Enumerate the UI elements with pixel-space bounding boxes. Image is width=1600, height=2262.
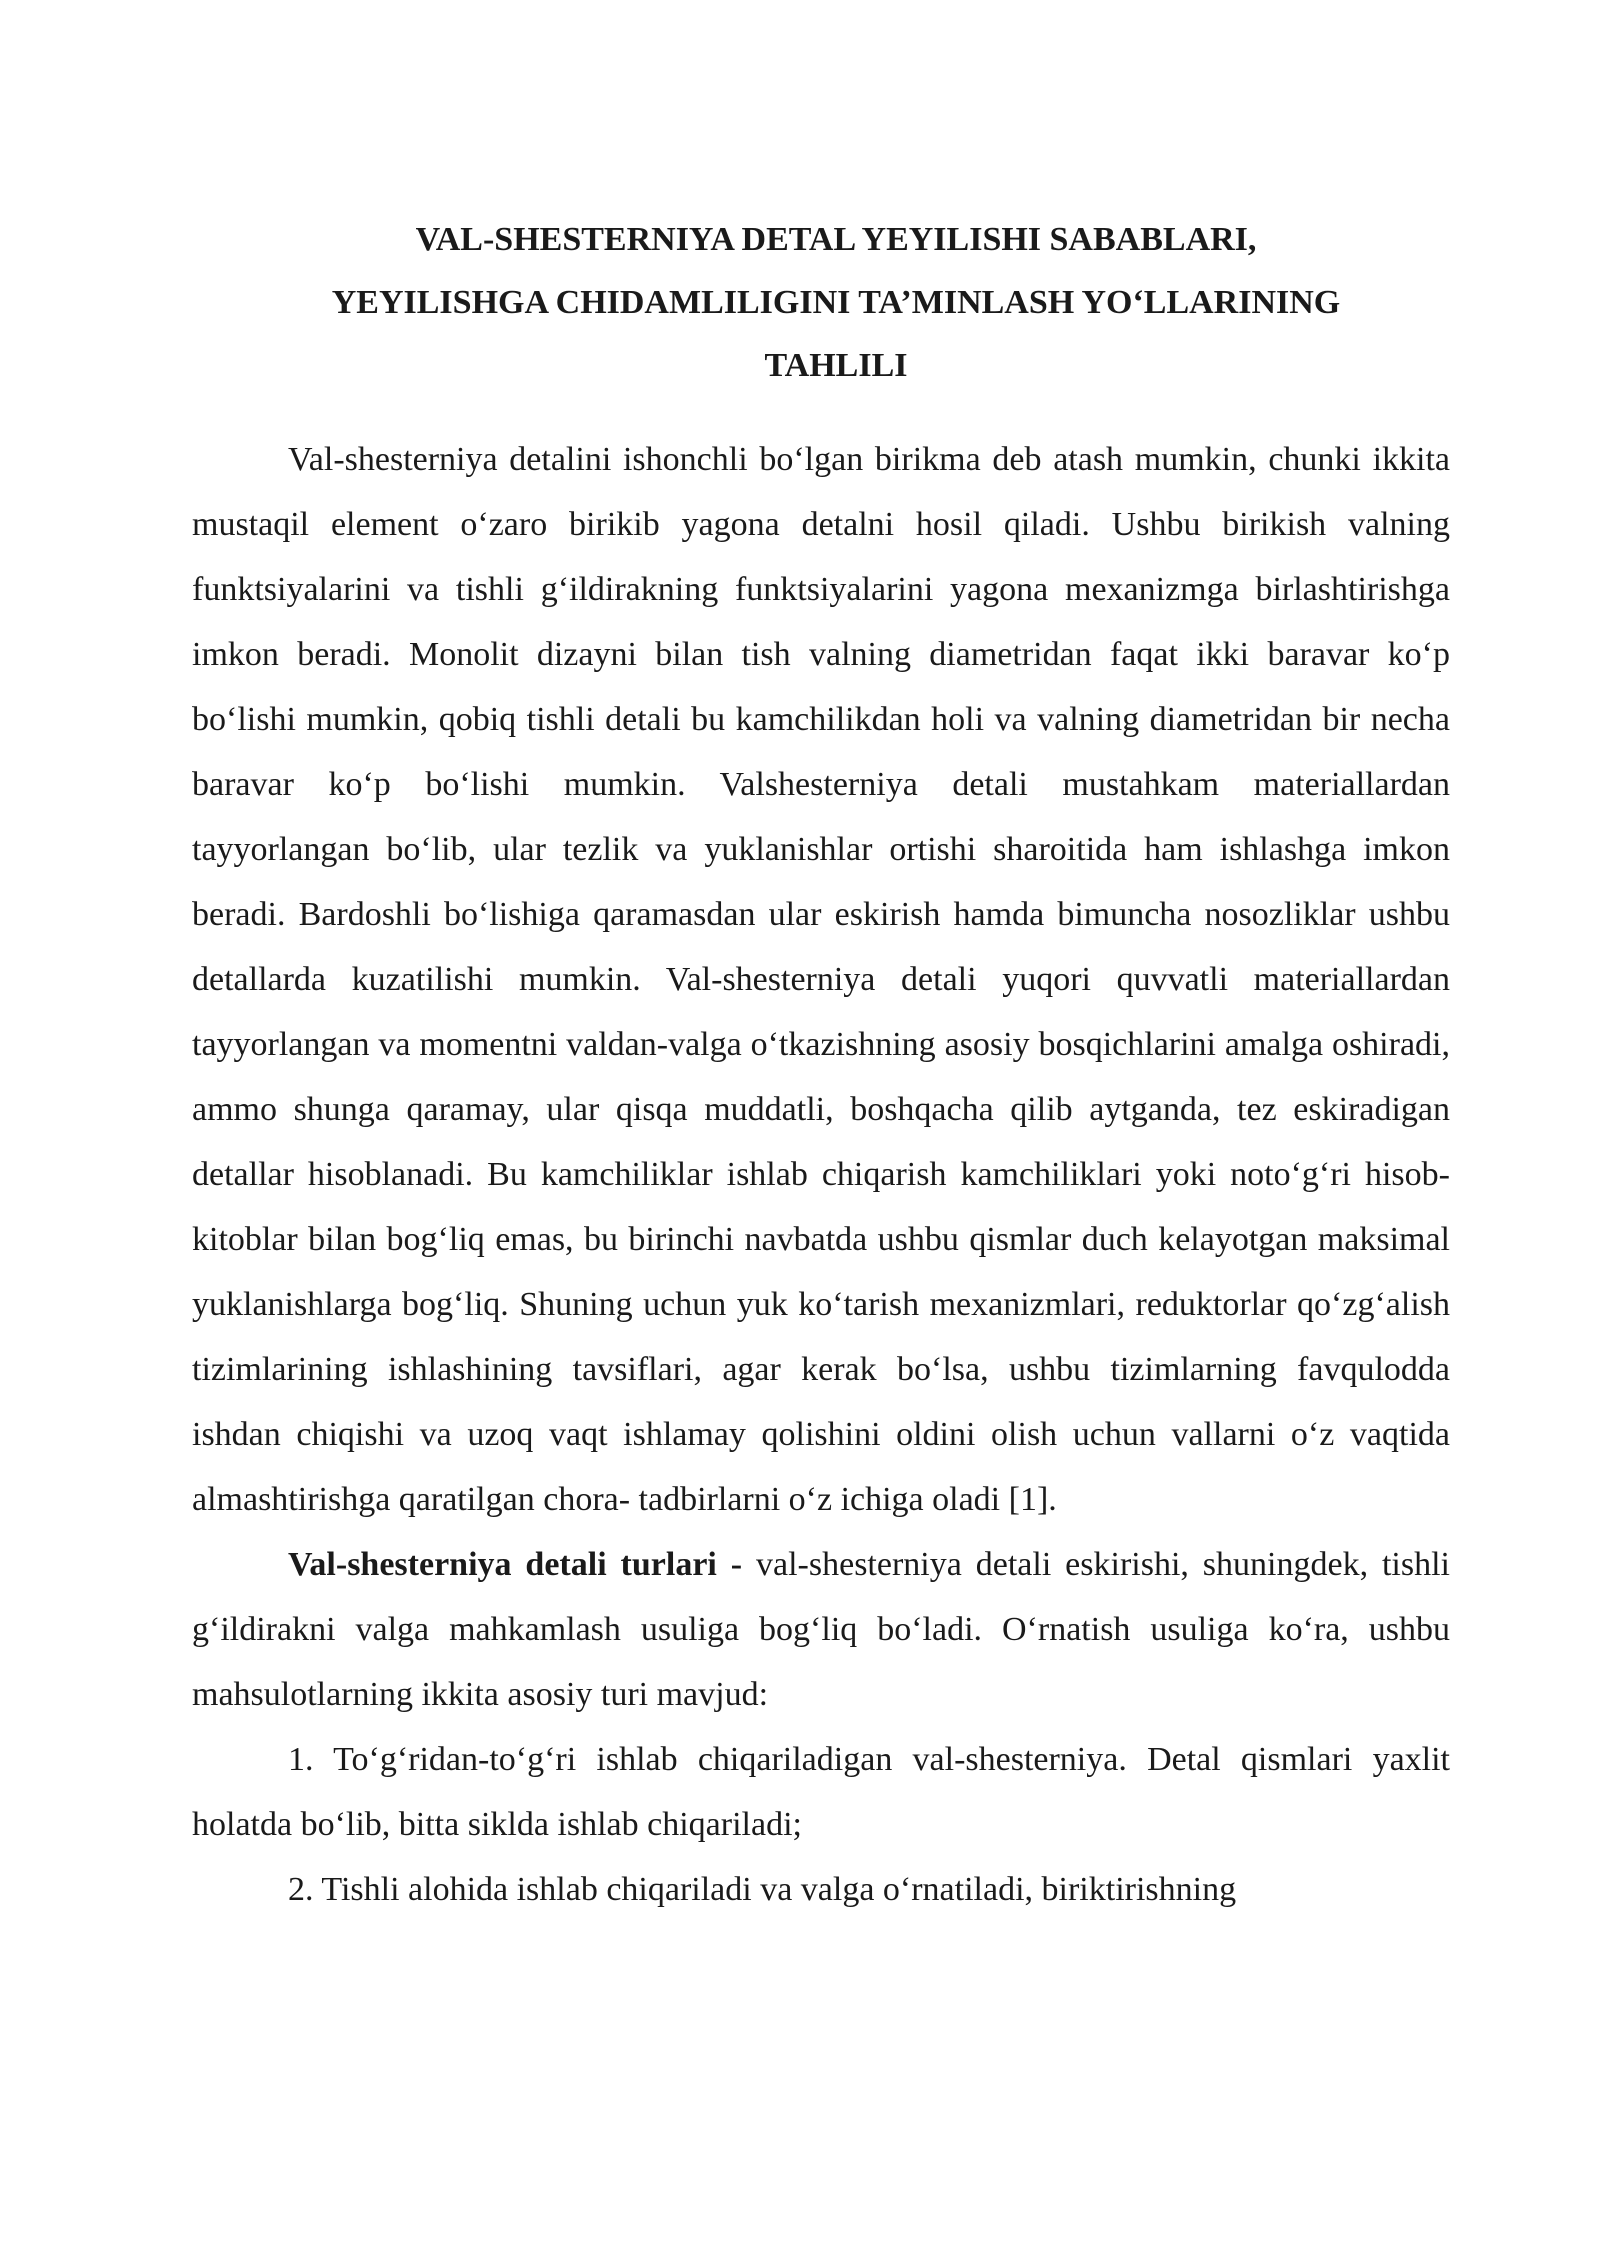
title-line-3: TAHLILI bbox=[764, 347, 908, 384]
paragraph-intro: Val-shesterniya detalini ishonchli bo‘lgan birikma deb atash mumkin, chunki ikkita mustaqil element o‘zaro birikib yagona detalni hosil qiladi. Ushbu birikish valning funktsiyalarini va tishli g‘ildirakning funktsiyalarini yagona mexanizmga birlashtirishga imkon beradi. Monolit dizayni bilan tish valning diametridan faqat ikki baravar ko‘p bo‘lishi mumkin, qobiq tishli detali bu kamchilikdan holi va valning diametridan bir necha baravar ko‘p bo‘lishi mumkin. Valshesterniya detali mustahkam materiallardan tayyorlangan bo‘lib, ular tezlik va yuklanishlar ortishi sharoitida ham ishlashga imkon beradi. Bardoshli bo‘lishiga qaramasdan ular eskirish hamda bimuncha nosozliklar ushbu detallarda kuzatilishi mumkin. Val-shesterniya detali yuqori quvvatli materiallardan tayyorlangan va momentni valdan-valga o‘tkazishning asosiy bosqichlarini amalga oshiradi, ammo shunga qaramay, ular qisqa muddatli, boshqacha qilib aytganda, tez eskiradigan detallar hisoblanadi. Bu kamchiliklar ishlab chiqarish kamchiliklari yoki noto‘g‘ri hisob-kitoblar bilan bog‘liq emas, bu birinchi navbatda ushbu qismlar duch kelayotgan maksimal yuklanishlarga bog‘liq. Shuning uchun yuk ko‘tarish mexanizmlari, reduktorlar qo‘zg‘alish tizimlarining ishlashining tavsiflari, agar kerak bo‘lsa, ushbu tizimlarning favqulodda ishdan chiqishi va uzoq vaqt ishlamay qolishini oldini olish uchun vallarni o‘z vaqtida almashtirishga qaratilgan chora- tadbirlarni o‘z ichiga oladi [1]. bbox=[192, 441, 1450, 1518]
document-title bbox=[192, 208, 1450, 397]
list-item-2: 2. Tishli alohida ishlab chiqariladi va valga o‘rnatiladi, biriktirishning bbox=[288, 1871, 1237, 1908]
paragraph-types-heading: Val-shesterniya detali turlari - bbox=[288, 1546, 743, 1583]
paragraph-types-text: val-shesterniya detali eskirishi, shuningdek, tishli g‘ildirakni valga mahkamlash usuliga bog‘liq bo‘ladi. O‘rnatish usuliga ko‘ra, ushbu mahsulotlarning ikkita asosiy turi mavjud: bbox=[192, 1546, 1450, 1713]
title-line-1: VAL-SHESTERNIYA DETAL YEYILISHI SABABLARI, bbox=[415, 221, 1257, 258]
title-line-2: YEYILISHGA CHIDAMLILIGINI TA’MINLASH YO‘LLARINING bbox=[331, 284, 1341, 321]
list-item-1: 1. To‘g‘ridan-to‘g‘ri ishlab chiqariladigan val-shesterniya. Detal qismlari yaxlit holatda bo‘lib, bitta siklda ishlab chiqariladi; bbox=[192, 1741, 1450, 1843]
paragraph-types bbox=[192, 1532, 1450, 1727]
document-body bbox=[192, 427, 1450, 1922]
